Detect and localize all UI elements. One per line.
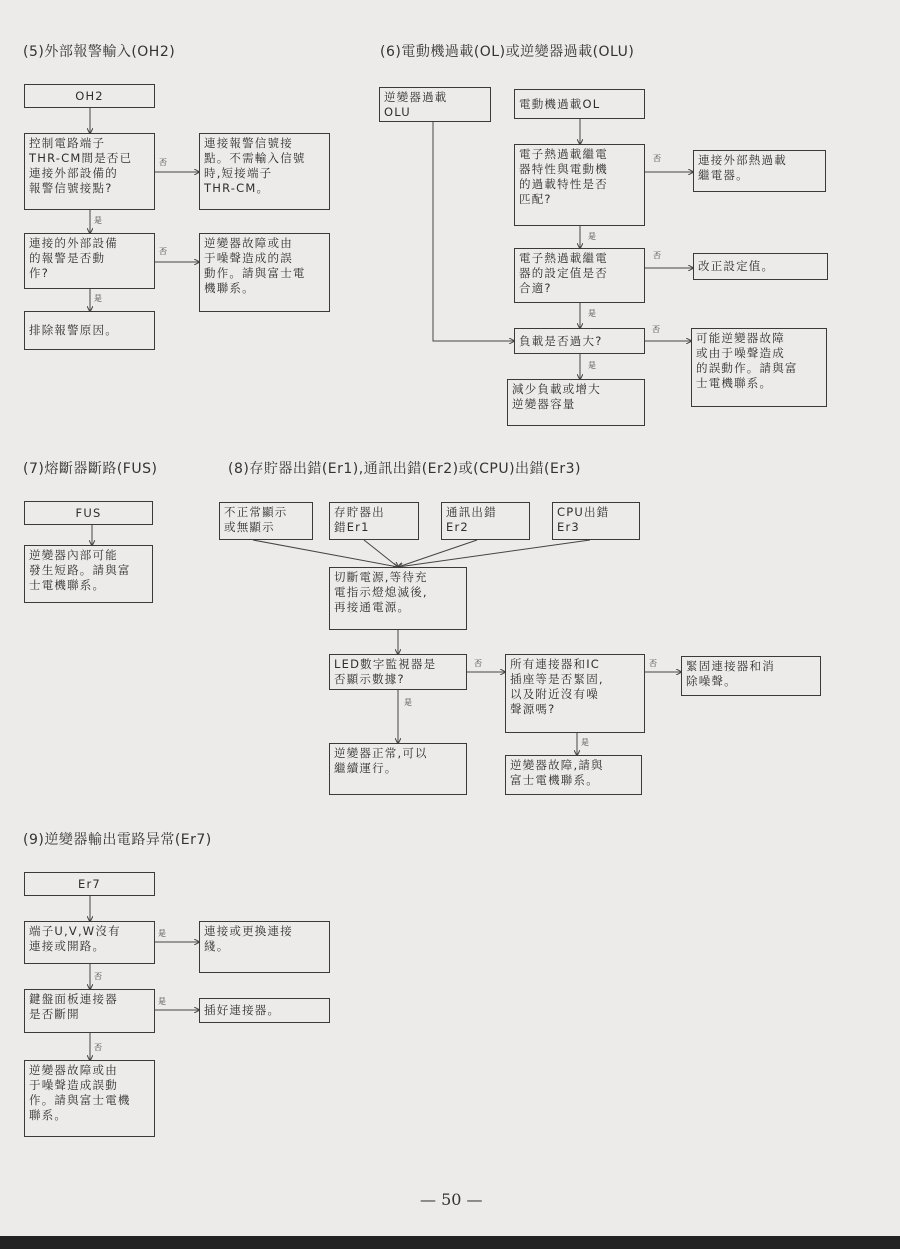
s9-end: 逆變器故障或由 于噪聲造成誤動 作。請與富士電機 聯系。 [24, 1060, 155, 1137]
s8-question-2: 所有連接器和IC 插座等是否緊固, 以及附近沒有噪 聲源嗎? [505, 654, 645, 733]
page-number: — 50 — [420, 1190, 483, 1209]
s9-question-2: 鍵盤面板連接器 是否斷開 [24, 989, 155, 1033]
s8-question-1: LED數字監視器是 否顯示數據? [329, 654, 467, 690]
s5-label-yes-1: 是 [94, 216, 102, 225]
s9-question-1: 端子U,V,W沒有 連接或開路。 [24, 921, 155, 964]
s9-action-1: 連接或更換連接 綫。 [199, 921, 330, 973]
section-9-title: (9)逆變器輸出電路异常(Er7) [23, 832, 212, 848]
s5-start-oh2: OH2 [24, 84, 155, 108]
s5-question-1: 控制電路端子 THR-CM間是否已 連接外部設備的 報警信號接點? [24, 133, 155, 210]
s6-question-1: 電子熱過載繼電 器特性與電動機 的過載特性是否 匹配? [514, 144, 645, 226]
section-7-title: (7)熔斷器斷路(FUS) [23, 461, 158, 477]
section-8-title: (8)存貯器出錯(Er1),通訊出錯(Er2)或(CPU)出錯(Er3) [228, 461, 581, 477]
bottom-scan-edge [0, 1236, 900, 1249]
s9-label-no-2: 否 [94, 1043, 102, 1052]
s5-end: 排除報警原因。 [24, 311, 155, 350]
s8-label-yes-2: 是 [581, 738, 589, 747]
s5-label-yes-2: 是 [94, 294, 102, 303]
s6-label-no-1: 否 [653, 154, 661, 163]
s5-question-2: 連接的外部設備 的報警是否動 作? [24, 233, 155, 289]
s8-step-1: 切斷電源,等待充 電指示燈熄滅後, 再接通電源。 [329, 567, 467, 630]
s6-action-1: 連接外部熱過載 繼電器。 [693, 150, 826, 192]
s8-input-1: 不正常顯示 或無顯示 [219, 502, 313, 540]
s7-start-fus: FUS [24, 501, 153, 525]
s6-start-olu: 逆變器過載 OLU [379, 87, 491, 122]
s6-question-2: 電子熱過載繼電 器的設定值是否 合適? [514, 248, 645, 303]
section-6-title: (6)電動機過載(OL)或逆變器過載(OLU) [380, 44, 635, 60]
s5-label-no-1: 否 [159, 158, 167, 167]
s8-input-4: CPU出錯 Er3 [552, 502, 640, 540]
s8-input-2: 存貯器出 錯Er1 [329, 502, 419, 540]
s5-action-1: 連接報警信號接 點。不需輸入信號 時,短接端子 THR-CM。 [199, 133, 330, 210]
s5-action-2: 逆變器故障或由 于噪聲造成的誤 動作。請與富士電 機聯系。 [199, 233, 330, 312]
s6-start-ol: 電動機過載OL [514, 89, 645, 119]
s9-label-no-1: 否 [94, 972, 102, 981]
s6-action-2: 改正設定值。 [693, 253, 828, 280]
s8-label-no-2: 否 [649, 659, 657, 668]
s8-input-3: 通訊出錯 Er2 [441, 502, 530, 540]
s6-label-yes-3: 是 [588, 361, 596, 370]
s6-label-no-3: 否 [652, 325, 660, 334]
s6-action-3: 可能逆變器故障 或由于噪聲造成 的誤動作。請與富 士電機聯系。 [691, 328, 827, 407]
s8-label-no-1: 否 [474, 659, 482, 668]
s5-label-no-2: 否 [159, 247, 167, 256]
s9-label-yes-2: 是 [158, 997, 166, 1006]
s8-end-1: 逆變器正常,可以 繼續運行。 [329, 743, 467, 795]
s9-label-yes-1: 是 [158, 929, 166, 938]
s6-label-no-2: 否 [653, 251, 661, 260]
s8-end-2: 逆變器故障,請與 富士電機聯系。 [505, 755, 642, 795]
s6-label-yes-2: 是 [588, 309, 596, 318]
section-5-title: (5)外部報警輸入(OH2) [23, 44, 176, 60]
s8-label-yes-1: 是 [404, 698, 412, 707]
s6-end: 減少負載或增大 逆變器容量 [507, 379, 645, 426]
s8-action-2: 緊固連接器和消 除噪聲。 [681, 656, 821, 696]
s9-action-2: 插好連接器。 [199, 998, 330, 1023]
s7-end: 逆變器內部可能 發生短路。請與富 士電機聯系。 [24, 545, 153, 603]
s9-start-er7: Er7 [24, 872, 155, 896]
s6-label-yes-1: 是 [588, 232, 596, 241]
s6-question-3: 負載是否過大? [514, 328, 645, 354]
